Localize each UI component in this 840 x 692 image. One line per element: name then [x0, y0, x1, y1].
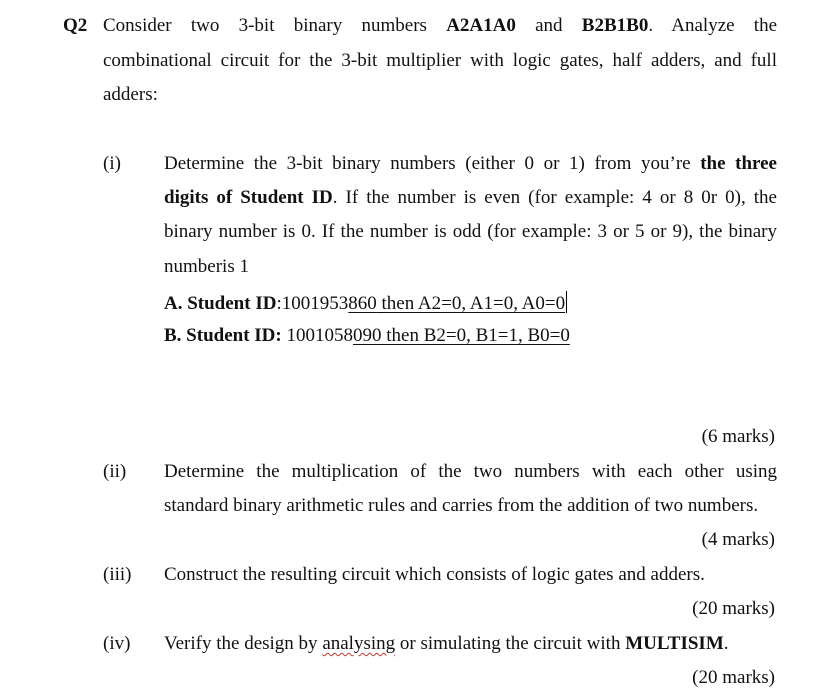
part-iii-line-1: Construct the resulting circuit which consists of logic gates and adders.: [164, 564, 705, 585]
part-i-line-3: binary number is 0. If the number is odd (for example: 3 or 5 or 9), the binary: [164, 221, 777, 242]
part-i-line-2: digits of Student ID. If the number is even (for example: 4 or 8 0r 0), the: [164, 187, 777, 208]
part-i-line-4: numberis 1: [164, 256, 249, 277]
part-i-marks: (6 marks): [701, 426, 775, 447]
part-iv-label: (iv): [103, 633, 131, 654]
number-b-label: B2B1B0: [581, 15, 649, 36]
part-ii-label: (ii): [103, 461, 127, 482]
question-intro-line-1: Consider two 3-bit binary numbers A2A1A0 and B2B1B0. Analyze the: [103, 15, 778, 36]
part-i-label: (i): [103, 153, 121, 174]
question-intro-line-2: combinational circuit for the 3-bit multiplier with logic gates, half adders, and full: [103, 50, 777, 71]
part-iv-marks: (20 marks): [692, 667, 775, 688]
part-ii-marks: (4 marks): [701, 529, 775, 550]
part-ii-line-2: standard binary arithmetic rules and carries from the addition of two numbers.: [164, 495, 759, 516]
number-a-label: A2A1A0: [446, 15, 516, 36]
question-intro-line-3: adders:: [103, 84, 158, 105]
part-i-line-1: Determine the 3-bit binary numbers (either 0 or 1) from you’re the three: [164, 153, 777, 174]
part-iii-label: (iii): [103, 564, 132, 585]
question-number: Q2: [63, 15, 88, 36]
student-id-b: B. Student ID: 1001058090 then B2=0, B1=1, B0=0: [164, 325, 570, 346]
part-iii-marks: (20 marks): [692, 598, 775, 619]
text-cursor: [566, 291, 567, 313]
part-iv-line-1: Verify the design by analysing or simulating the circuit with MULTISIM.: [164, 633, 729, 654]
spellcheck-word: analysing: [322, 633, 396, 654]
student-id-a: A. Student ID:1001953860 then A2=0, A1=0, A0=0: [164, 293, 566, 314]
part-ii-line-1: Determine the multiplication of the two numbers with each other using: [164, 461, 777, 482]
